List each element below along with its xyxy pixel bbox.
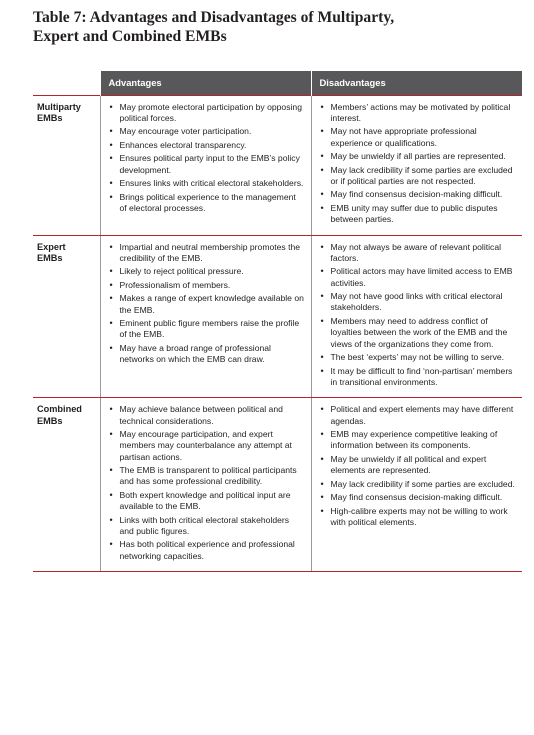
list-item: • May not have appropriate professional experience or qualifications. xyxy=(319,126,517,149)
list-item: • May lack credibility if some parties are excluded. xyxy=(319,479,517,490)
list-item: • Enhances electoral transparency. xyxy=(108,140,305,151)
list-item: • Professionalism of members. xyxy=(108,280,305,291)
list-item: • EMB unity may suffer due to public disputes between parties. xyxy=(319,203,517,226)
list-item: • Political actors may have limited access to EMB activities. xyxy=(319,266,517,289)
list-item: • Likely to reject political pressure. xyxy=(108,266,305,277)
list-item: • May find consensus decision-making difficult. xyxy=(319,492,517,503)
list-item: • May have a broad range of professional networks on which the EMB can draw. xyxy=(108,343,305,366)
disadvantages-cell-expert xyxy=(311,235,522,398)
header-advantages: Advantages xyxy=(100,71,311,95)
row-label-line-1: Expert xyxy=(37,241,66,252)
disadvantages-list xyxy=(319,404,517,528)
list-item: • Makes a range of expert knowledge available on the EMB. xyxy=(108,293,305,316)
list-item: • Members’ actions may be motivated by political interest. xyxy=(319,102,517,125)
table-row-expert xyxy=(33,235,522,398)
row-label-line-2: EMBs xyxy=(37,113,63,123)
disadvantages-cell-combined xyxy=(311,398,522,572)
table-title-line-2: Expert and Combined EMBs xyxy=(33,28,227,45)
list-item: • Brings political experience to the management of electoral processes. xyxy=(108,192,305,215)
list-item: • May not have good links with critical electoral stakeholders. xyxy=(319,291,517,314)
list-item: • May not always be aware of relevant political factors. xyxy=(319,242,517,265)
list-item: • May be unwieldy if all parties are represented. xyxy=(319,151,517,162)
table-row-combined xyxy=(33,398,522,572)
list-item: • May promote electoral participation by opposing political forces. xyxy=(108,102,305,125)
row-label-line-1: Multiparty xyxy=(37,101,81,112)
list-item: • Has both political experience and professional networking capacities. xyxy=(108,539,305,562)
row-label-line-1: Combined xyxy=(37,404,82,415)
header-disadvantages: Disadvantages xyxy=(311,71,522,95)
disadvantages-list xyxy=(319,102,517,226)
disadvantages-cell-multiparty xyxy=(311,95,522,235)
row-label-line-2: EMBs xyxy=(37,415,63,426)
list-item: • May be unwieldy if all political and expert elements are represented. xyxy=(319,454,517,477)
list-item: • May encourage voter participation. xyxy=(108,126,305,137)
list-item: • EMB may experience competitive leaking of information between its components. xyxy=(319,429,517,452)
table-row-multiparty xyxy=(33,95,522,235)
advantages-list xyxy=(108,102,305,215)
list-item: • May find consensus decision-making difficult. xyxy=(319,189,517,200)
list-item: • Eminent public figure members raise the profile of the EMB. xyxy=(108,318,305,341)
table-title xyxy=(33,8,503,46)
comparison-table xyxy=(33,71,522,572)
list-item: • Impartial and neutral membership promotes the credibility of the EMB. xyxy=(108,242,305,265)
list-item: • It may be difficult to find ‘non-partisan’ members in transitional environments. xyxy=(319,366,517,389)
list-item: • The EMB is transparent to political participants and has some professional credibility. xyxy=(108,465,305,488)
advantages-list xyxy=(108,404,305,562)
list-item: • Links with both critical electoral stakeholders and public figures. xyxy=(108,515,305,538)
list-item: • Ensures links with critical electoral stakeholders. xyxy=(108,178,305,189)
advantages-cell-expert xyxy=(100,235,311,398)
advantages-cell-multiparty xyxy=(100,95,311,235)
list-item: • The best ‘experts’ may not be willing to serve. xyxy=(319,352,517,363)
list-item: • Political and expert elements may have different agendas. xyxy=(319,404,517,427)
list-item: • Members may need to address conflict of loyalties between the work of the EMB and the views of the organizations they come from. xyxy=(319,316,517,350)
row-label-line-2: EMBs xyxy=(37,253,63,264)
list-item: • High-calibre experts may not be willing to work with political elements. xyxy=(319,506,517,529)
list-item: • May lack credibility if some parties are excluded or if political parties are not respected. xyxy=(319,165,517,188)
row-label-combined xyxy=(33,398,100,572)
row-label-multiparty xyxy=(33,95,100,235)
advantages-cell-combined xyxy=(100,398,311,572)
row-label-expert xyxy=(33,235,100,398)
header-row xyxy=(33,71,522,95)
list-item: • Both expert knowledge and political input are available to the EMB. xyxy=(108,490,305,513)
list-item: • Ensures political party input to the EMB’s policy development. xyxy=(108,153,305,176)
header-blank-cell xyxy=(33,71,100,95)
table-title-line-1: Table 7: Advantages and Disadvantages of Multiparty, xyxy=(33,9,395,26)
list-item: • May encourage participation, and expert members may counterbalance any attempt at partisan actions. xyxy=(108,429,305,463)
advantages-list xyxy=(108,242,305,366)
list-item: • May achieve balance between political and technical considerations. xyxy=(108,404,305,427)
disadvantages-list xyxy=(319,242,517,389)
